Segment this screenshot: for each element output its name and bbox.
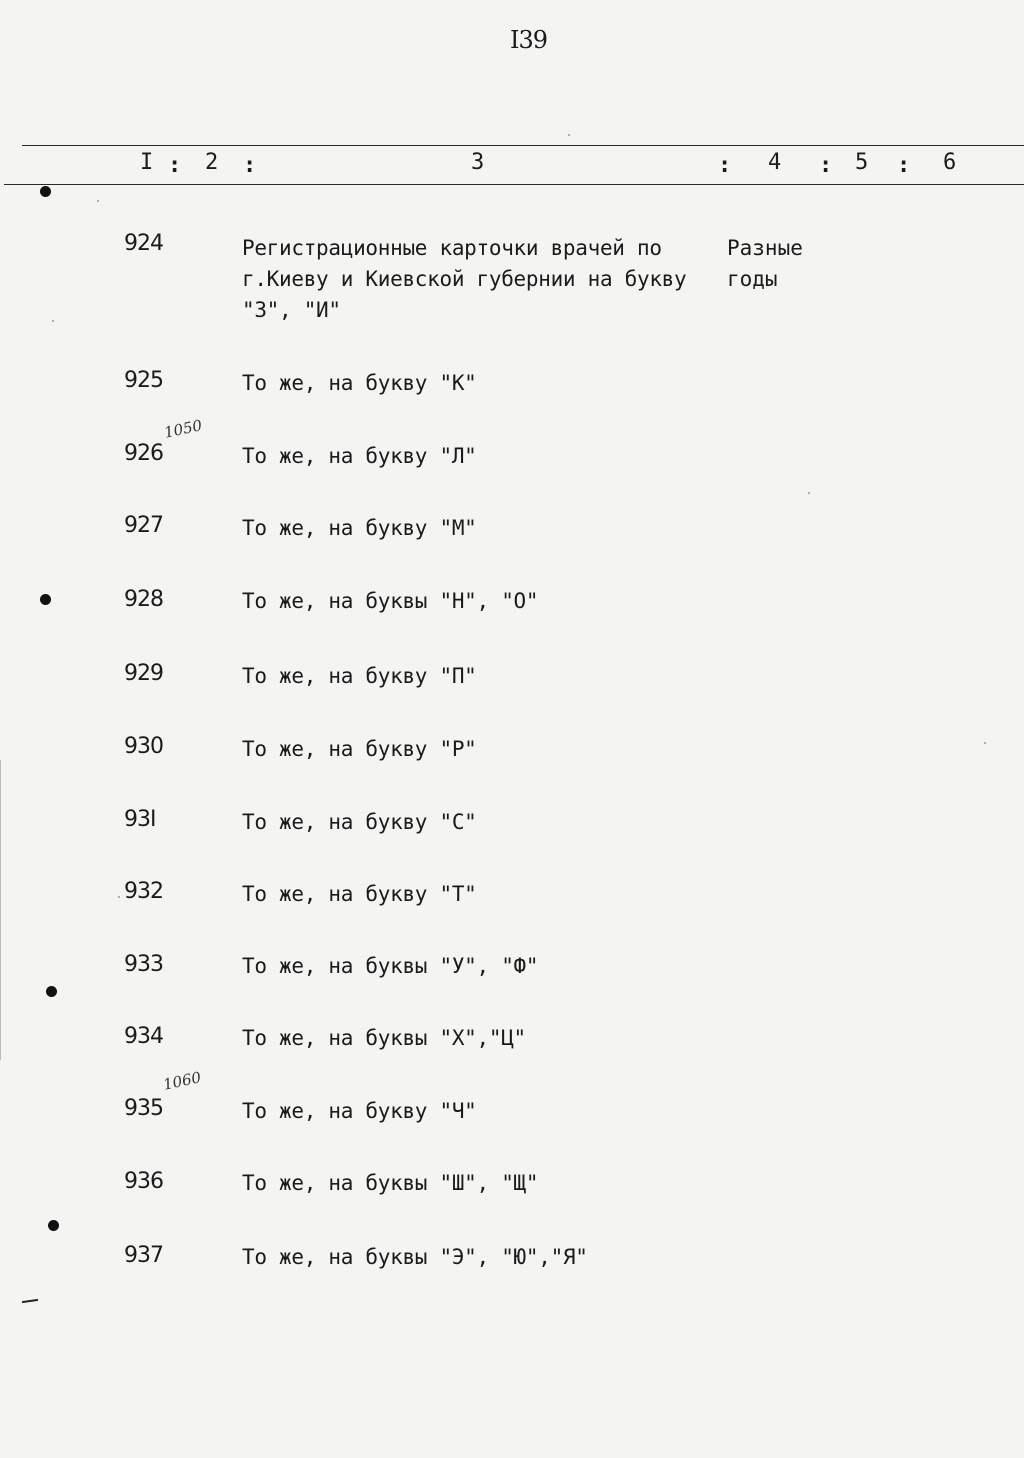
column-header-1: I: [140, 150, 154, 175]
scan-speck: [808, 492, 810, 494]
header-top-rule: [22, 145, 1024, 146]
row-number: 934: [124, 1024, 163, 1049]
column-separator: :: [819, 153, 833, 178]
scan-speck: [97, 200, 99, 202]
row-description: То же, на букву "Л": [242, 444, 477, 468]
row-number: 936: [124, 1169, 163, 1194]
row-description: Регистрационные карточки врачей по г.Киеву и Киевской губернии на букву "З", "И": [242, 236, 687, 322]
row-description: То же, на букву "П": [242, 664, 477, 688]
row-description: То же, на буквы "Ш", "Щ": [242, 1171, 539, 1195]
row-description: То же, на буквы "У", "Ф": [242, 954, 539, 978]
row-description: То же, на букву "С": [242, 810, 477, 834]
row-description: То же, на букву "Ч": [242, 1099, 477, 1123]
row-description: То же, на букву "Р": [242, 737, 477, 761]
row-number: 932: [124, 879, 163, 904]
header-bottom-rule: [4, 184, 1024, 185]
row-number: 930: [124, 734, 163, 759]
row-number: 935: [124, 1096, 163, 1121]
row-number: 933: [124, 952, 163, 977]
handwritten-sheet-note: 1060: [161, 1068, 203, 1094]
row-description: То же, на букву "Т": [242, 882, 477, 906]
row-number: 926: [124, 441, 163, 466]
column-separator: :: [897, 153, 911, 178]
binder-hole: [46, 986, 57, 997]
row-number: 925: [124, 368, 163, 393]
scan-speck: [118, 896, 120, 898]
column-header-3: 3: [471, 150, 485, 175]
column-separator: :: [718, 153, 732, 178]
scan-mark: [22, 1299, 38, 1303]
column-separator: :: [243, 153, 257, 178]
scan-speck: [52, 320, 54, 322]
column-header-5: 5: [855, 150, 869, 175]
page-number: I39: [510, 26, 548, 54]
row-description: То же, на буквы "Х","Ц": [242, 1026, 526, 1050]
scan-speck: [568, 134, 570, 136]
row-number: 924: [124, 231, 163, 256]
scan-edge: [0, 760, 1, 1060]
scan-speck: [984, 742, 986, 744]
column-header-2: 2: [205, 150, 219, 175]
row-number: 937: [124, 1243, 163, 1268]
row-number: 93I: [124, 807, 156, 832]
row-description: То же, на букву "К": [242, 371, 477, 395]
row-number: 929: [124, 661, 163, 686]
row-description: То же, на буквы "Н", "О": [242, 589, 539, 613]
row-dates: Разные годы: [727, 236, 803, 291]
column-header-4: 4: [768, 150, 782, 175]
row-description: То же, на буквы "Э", "Ю","Я": [242, 1245, 588, 1269]
binder-hole: [40, 594, 51, 605]
binder-hole: [40, 186, 51, 197]
handwritten-sheet-note: 1050: [162, 416, 204, 442]
row-number: 927: [124, 513, 163, 538]
column-header-6: 6: [943, 150, 957, 175]
binder-hole: [48, 1220, 59, 1231]
row-number: 928: [124, 587, 163, 612]
column-separator: :: [168, 153, 182, 178]
row-description: То же, на букву "М": [242, 516, 477, 540]
